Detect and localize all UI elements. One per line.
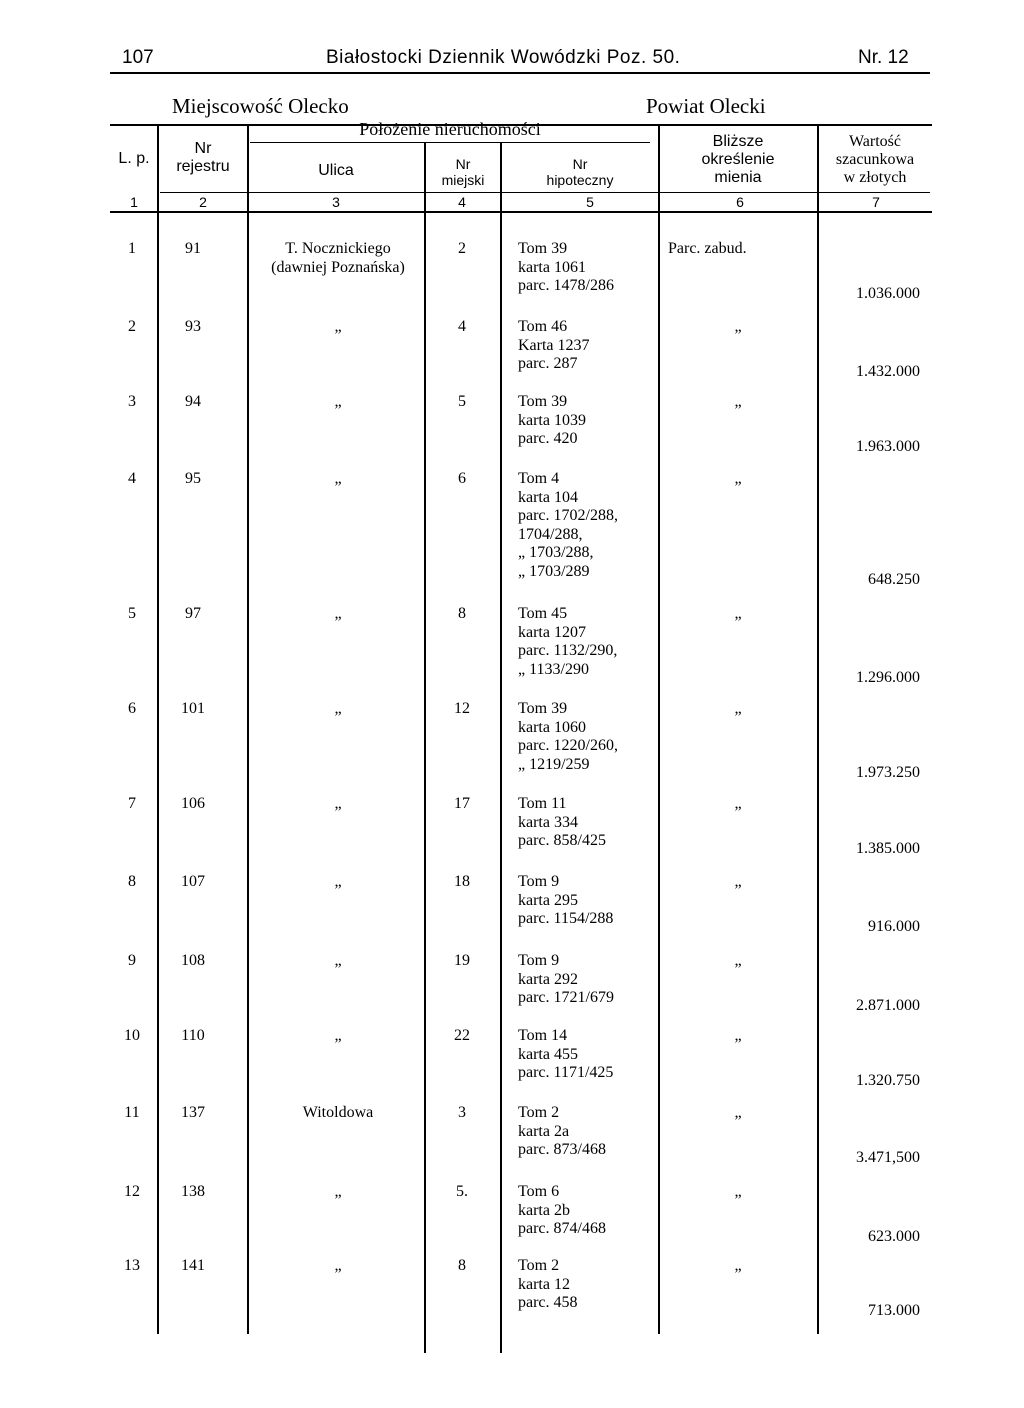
row-nr-hipoteczny (518, 240, 658, 296)
row-ulica-line: „ (334, 1027, 342, 1044)
row-opis: „ (734, 470, 742, 487)
row-nr-hipoteczny (518, 873, 658, 929)
row-nr-hipoteczny-line: parc. 1154/288 (518, 910, 614, 927)
col-divider-2 (247, 124, 249, 1334)
header-mid-rule (160, 192, 930, 193)
row-nr-hipoteczny-line: karta 334 (518, 813, 578, 831)
header-rule (110, 72, 930, 74)
row-opis: „ (734, 1027, 742, 1044)
row-nr-hipoteczny-line: karta 295 (518, 891, 578, 909)
header-bottom-rule (110, 211, 932, 213)
row-nr-hipoteczny-line: Tom 46 (518, 318, 568, 335)
row-lp: 11 (124, 1104, 140, 1121)
row-ulica (254, 1183, 422, 1202)
row-ulica-line: „ (334, 795, 342, 812)
col-divider-6 (817, 124, 819, 1334)
row-nr-hipoteczny-line: parc. 873/468 (518, 1141, 606, 1158)
row-wartosc: 1.963.000 (856, 438, 920, 455)
row-lp: 13 (124, 1257, 140, 1274)
col-nr-rejestru-header-2: rejestru (176, 158, 230, 175)
row-ulica-line: „ (334, 700, 342, 717)
row-ulica (254, 240, 422, 277)
row-nr-rejestru: 97 (185, 605, 201, 622)
row-opis: „ (734, 605, 742, 622)
row-nr-rejestru: 106 (181, 795, 205, 812)
row-nr-hipoteczny-line: Tom 2 (518, 1257, 560, 1274)
row-ulica (254, 795, 422, 814)
journal-title: Białostocki Dziennik Wowódzki Poz. 50. (326, 47, 681, 68)
row-nr-hipoteczny-line: Tom 39 (518, 393, 568, 410)
place-left: Miejscowość Olecko (172, 94, 349, 118)
row-nr-hipoteczny-line: „ 1703/289 (518, 562, 590, 580)
row-nr-hipoteczny-line: Tom 14 (518, 1027, 568, 1044)
row-nr-miejski: 19 (454, 952, 470, 969)
row-nr-hipoteczny (518, 1104, 658, 1160)
row-nr-hipoteczny-line: parc. 287 (518, 355, 578, 372)
row-nr-hipoteczny-line: Tom 39 (518, 700, 568, 717)
row-nr-rejestru: 108 (181, 952, 205, 969)
col-polozenie-header: Położenie nieruchomości (359, 119, 541, 139)
row-lp: 5 (128, 605, 136, 622)
row-nr-miejski: 18 (454, 873, 470, 890)
row-ulica-line: „ (334, 1257, 342, 1274)
row-wartosc: 1.320.750 (856, 1072, 920, 1089)
row-lp: 12 (124, 1183, 140, 1200)
row-nr-miejski: 12 (454, 700, 470, 717)
row-nr-hipoteczny-line: Tom 45 (518, 605, 568, 622)
col-number-5: 5 (586, 194, 594, 210)
row-nr-hipoteczny-line: parc. 420 (518, 430, 578, 447)
row-nr-hipoteczny-line: parc. 1721/679 (518, 989, 614, 1006)
row-wartosc: 2.871.000 (856, 997, 920, 1014)
col-number-7: 7 (872, 194, 880, 210)
row-nr-hipoteczny-line: parc. 1132/290, (518, 642, 618, 659)
row-nr-hipoteczny-line: karta 104 (518, 488, 578, 506)
row-nr-hipoteczny-line: karta 1039 (518, 411, 586, 429)
row-nr-hipoteczny-line: karta 2a (518, 1122, 570, 1140)
col-wartosc-header-1: Wartość (848, 133, 902, 150)
row-opis: „ (734, 1104, 742, 1121)
row-nr-hipoteczny-line: 1704/288, (518, 525, 583, 543)
row-ulica (254, 318, 422, 337)
row-nr-hipoteczny-line: Tom 2 (518, 1104, 560, 1121)
row-nr-miejski: 3 (458, 1104, 466, 1121)
row-opis: „ (734, 318, 742, 335)
row-nr-rejestru: 101 (181, 700, 205, 717)
row-ulica-line: „ (334, 1183, 342, 1200)
row-nr-hipoteczny-line: parc. 874/468 (518, 1220, 606, 1237)
row-nr-hipoteczny (518, 1257, 658, 1313)
col-blizsze-header-1: Bliższe (712, 133, 764, 150)
row-nr-rejestru: 91 (185, 240, 201, 257)
row-lp: 6 (128, 700, 136, 717)
col-number-6: 6 (736, 194, 744, 210)
row-nr-hipoteczny-line: parc. 458 (518, 1294, 578, 1311)
row-lp: 10 (124, 1027, 140, 1044)
row-nr-hipoteczny (518, 393, 658, 449)
col-nr-hipoteczny-header-1: Nr (572, 156, 588, 172)
issue-number: Nr. 12 (858, 47, 909, 68)
row-ulica-line: „ (334, 952, 342, 969)
row-nr-miejski: 4 (458, 318, 466, 335)
row-nr-miejski: 17 (454, 795, 470, 812)
row-ulica (254, 1104, 422, 1123)
row-ulica-line: „ (334, 393, 342, 410)
row-lp: 1 (128, 240, 136, 257)
row-nr-hipoteczny (518, 795, 658, 851)
row-nr-hipoteczny-line: parc. 858/425 (518, 832, 606, 849)
row-lp: 7 (128, 795, 136, 812)
row-nr-miejski: 8 (458, 1257, 466, 1274)
row-nr-hipoteczny-line: parc. 1478/286 (518, 277, 614, 294)
row-nr-miejski: 5 (458, 393, 466, 410)
row-nr-miejski: 22 (454, 1027, 470, 1044)
row-wartosc: 3.471,500 (856, 1149, 920, 1166)
col-blizsze-header-3: mienia (714, 169, 762, 186)
col-nr-miejski-header-2: miejski (441, 172, 485, 188)
col-divider-1 (157, 124, 159, 1334)
row-wartosc: 916.000 (868, 918, 920, 935)
row-nr-hipoteczny-line: Tom 39 (518, 240, 568, 257)
row-ulica-line: Witoldowa (302, 1104, 374, 1121)
row-ulica-line: „ (334, 873, 342, 890)
row-ulica (254, 470, 422, 489)
row-wartosc: 1.432.000 (856, 363, 920, 380)
row-nr-hipoteczny-line: karta 1207 (518, 623, 586, 641)
row-opis: „ (734, 873, 742, 890)
row-nr-hipoteczny-line: „ 1133/290 (518, 660, 589, 678)
row-nr-miejski: 2 (458, 240, 466, 257)
row-opis: „ (734, 1257, 742, 1274)
row-nr-hipoteczny-line: Tom 9 (518, 873, 560, 890)
row-lp: 4 (128, 470, 136, 487)
row-opis: „ (734, 952, 742, 969)
row-nr-hipoteczny-line: Tom 9 (518, 952, 560, 969)
row-ulica-line: „ (334, 470, 342, 487)
row-nr-rejestru: 94 (185, 393, 201, 410)
row-wartosc: 1.036.000 (856, 285, 920, 302)
row-nr-hipoteczny-line: Karta 1237 (518, 336, 590, 354)
row-ulica (254, 1257, 422, 1276)
row-wartosc: 1.385.000 (856, 840, 920, 857)
row-ulica (254, 605, 422, 624)
row-ulica-line: T. Nocznickiego (285, 240, 391, 257)
col-divider-4 (500, 143, 502, 1353)
row-ulica-line: „ (334, 605, 342, 622)
col-number-2: 2 (199, 194, 207, 210)
page-number: 107 (122, 47, 154, 68)
row-lp: 3 (128, 393, 136, 410)
row-nr-rejestru: 141 (181, 1257, 205, 1274)
row-nr-hipoteczny (518, 318, 658, 374)
row-nr-hipoteczny-line: Tom 11 (518, 795, 567, 812)
row-opis: „ (734, 1183, 742, 1200)
row-nr-rejestru: 137 (181, 1104, 205, 1121)
col-number-4: 4 (458, 194, 466, 210)
row-nr-hipoteczny-line: karta 12 (518, 1275, 570, 1293)
row-opis: Parc. zabud. (668, 240, 747, 257)
row-nr-hipoteczny-line: „ 1703/288, (518, 544, 594, 561)
row-nr-rejestru: 107 (181, 873, 205, 890)
row-wartosc: 648.250 (868, 570, 920, 588)
row-opis: „ (734, 700, 742, 717)
row-nr-hipoteczny (518, 470, 658, 581)
col-wartosc-header-2: szacunkowa (835, 151, 915, 168)
row-nr-hipoteczny-line: karta 1061 (518, 258, 586, 276)
row-nr-hipoteczny (518, 1183, 658, 1239)
col-blizsze-header-2: określenie (701, 151, 775, 168)
row-wartosc: 1.973.250 (856, 763, 920, 781)
row-wartosc: 1.296.000 (856, 668, 920, 686)
col-number-1: 1 (130, 194, 138, 210)
row-nr-hipoteczny (518, 605, 658, 679)
row-nr-hipoteczny (518, 952, 658, 1008)
row-nr-rejestru: 93 (185, 318, 201, 335)
row-ulica (254, 1027, 422, 1046)
row-nr-miejski: 6 (458, 470, 466, 487)
row-opis: „ (734, 795, 742, 812)
row-nr-hipoteczny-line: parc. 1702/288, (518, 507, 618, 524)
row-wartosc: 623.000 (868, 1228, 920, 1245)
row-nr-miejski: 8 (458, 605, 466, 622)
row-nr-hipoteczny (518, 1027, 658, 1083)
row-nr-rejestru: 138 (181, 1183, 205, 1200)
row-nr-rejestru: 110 (181, 1027, 205, 1044)
row-nr-hipoteczny-line: parc. 1171/425 (518, 1064, 614, 1081)
col-number-3: 3 (332, 194, 340, 210)
row-nr-hipoteczny-line: karta 455 (518, 1045, 578, 1063)
row-nr-rejestru: 95 (185, 470, 201, 487)
row-ulica-line: „ (334, 318, 342, 335)
row-opis: „ (734, 393, 742, 410)
row-ulica (254, 952, 422, 971)
row-nr-hipoteczny (518, 700, 658, 774)
row-nr-hipoteczny-line: Tom 4 (518, 470, 560, 487)
row-nr-hipoteczny-line: parc. 1220/260, (518, 737, 618, 754)
col-divider-5 (658, 124, 660, 1334)
row-nr-hipoteczny-line: karta 2b (518, 1201, 570, 1219)
col-ulica-header: Ulica (318, 162, 354, 179)
row-ulica (254, 700, 422, 719)
row-nr-hipoteczny-line: Tom 6 (518, 1183, 560, 1200)
row-lp: 2 (128, 318, 136, 335)
row-nr-hipoteczny-line: karta 1060 (518, 718, 586, 736)
col-nr-rejestru-header-1: Nr (194, 140, 212, 157)
col-nr-hipoteczny-header-2: hipoteczny (546, 172, 614, 188)
polozenie-underline (250, 142, 650, 143)
row-nr-hipoteczny-line: karta 292 (518, 970, 578, 988)
row-ulica-line: (dawniej Poznańska) (271, 258, 405, 276)
row-ulica (254, 873, 422, 892)
col-wartosc-header-3: w złotych (843, 169, 907, 186)
col-lp-header: L. p. (118, 150, 150, 167)
place-right: Powiat Olecki (646, 94, 766, 118)
row-nr-hipoteczny-line: „ 1219/259 (518, 755, 590, 773)
row-lp: 9 (128, 952, 136, 969)
col-nr-miejski-header-1: Nr (455, 156, 471, 172)
row-lp: 8 (128, 873, 136, 890)
row-wartosc: 713.000 (868, 1302, 920, 1319)
col-divider-3 (424, 143, 426, 1353)
row-ulica (254, 393, 422, 412)
row-nr-miejski: 5. (456, 1183, 468, 1200)
